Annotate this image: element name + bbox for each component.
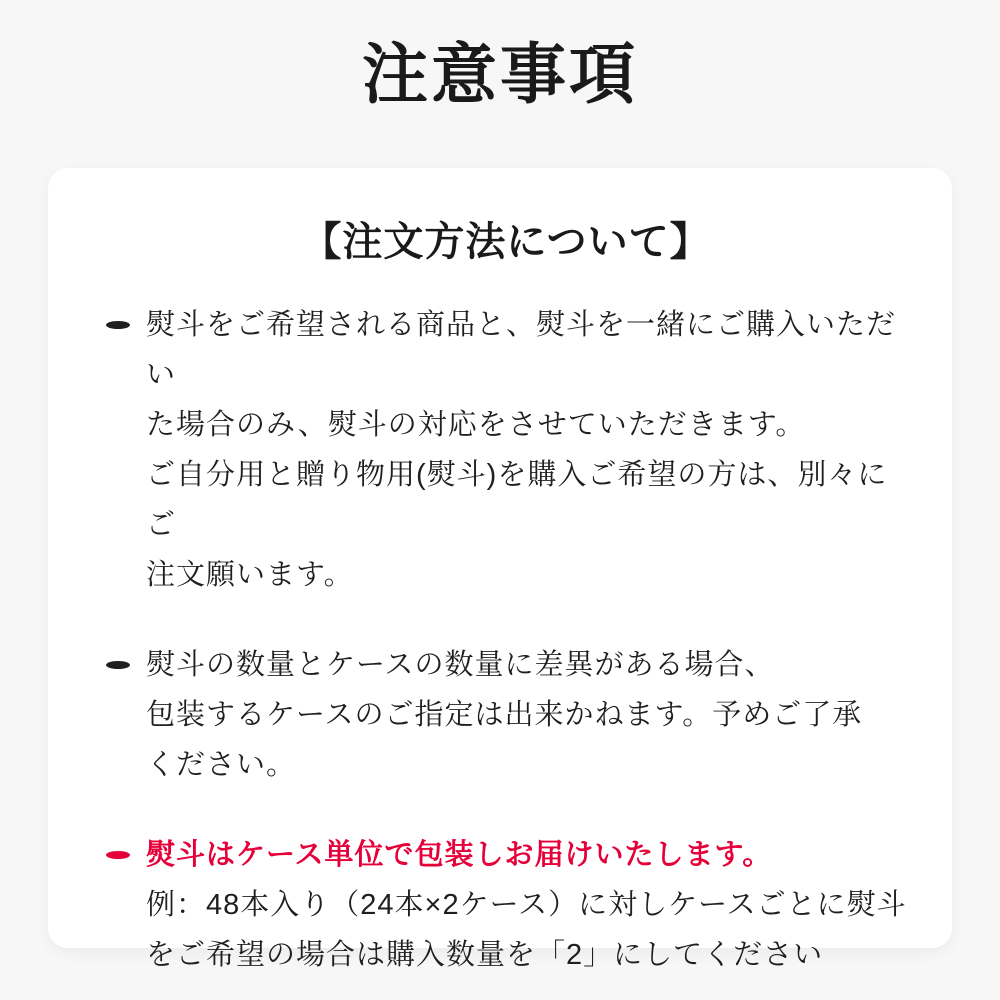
list-item-noshi-purchase [106,300,916,600]
notice-card [48,168,952,971]
notice-line: 例：48本入り（24本×2ケース）に対しケースごとに熨斗 [146,889,907,921]
bullet-dot-icon [106,321,130,329]
notice-line: 熨斗の数量とケースの数量に差異がある場合、 [146,649,775,681]
list-item-case-quantity [106,640,916,790]
bullet-text-block [146,830,916,980]
bullet-text-block [146,640,916,790]
notice-line: ください。 [146,749,297,781]
page-title: 注意事項 [362,37,638,111]
notice-highlight-line: 熨斗はケース単位で包装しお届けいたします。 [146,839,773,871]
notice-line: 注文願います。 [146,559,354,591]
list-item-case-wrapping [106,830,916,980]
notice-line: 熨斗をご希望される商品と、熨斗を一緒にご購入いただい [146,309,897,391]
notice-line: 包装するケースのご指定は出来かねます。予めご了承 [146,699,863,731]
bullet-dot-icon [106,661,130,669]
notice-line: た場合のみ、熨斗の対応をさせていただきます。 [146,409,806,441]
bullet-dot-icon [106,851,130,859]
notice-list [96,300,916,980]
notice-line: ご自分用と贈り物用(熨斗)を購入ご希望の方は、別々にご [146,459,888,541]
order-method-heading: 【注文方法について】 [301,220,711,264]
notice-line: をご希望の場合は購入数量を「2」にしてください [146,939,824,971]
bullet-text-block [146,300,916,600]
